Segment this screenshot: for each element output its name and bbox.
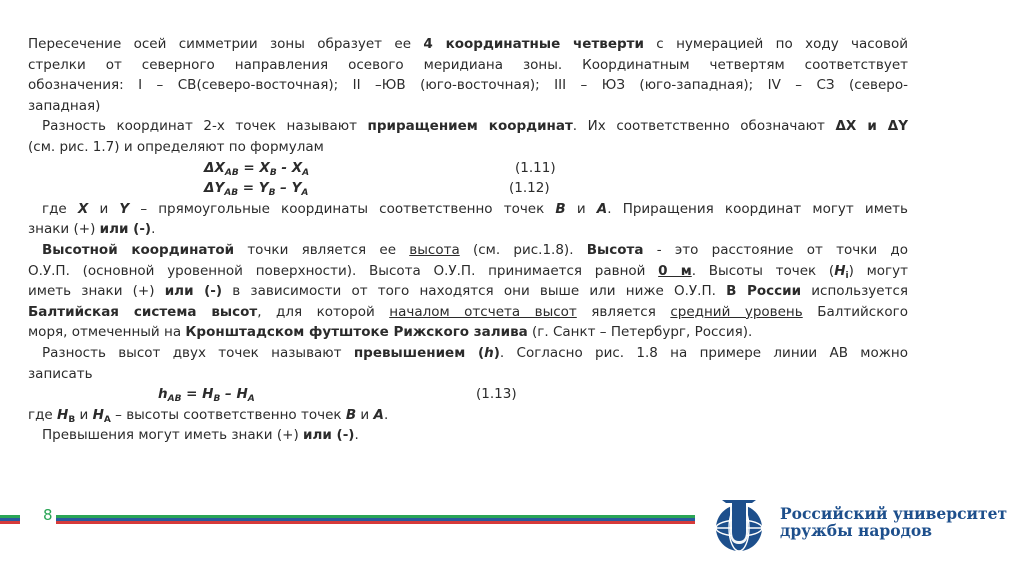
p6-line1: где $H_B$ и $H_A$ – высоты соответственно точек B и A. — [28, 406, 389, 425]
p1-line1: Пересечение осей симметрии зоны образует ее 4 координатные четверти с нумерацией по ходу часовой — [28, 36, 908, 52]
p1-line3: обозначения: I – СВ(северо-восточная); II –ЮВ (юго-восточная); III – ЮЗ (юго-западная); IV – СЗ (северо- — [28, 77, 908, 94]
formula-1-11: $\Delta X_{AB} = X_B - X_A$ (1.11) — [204, 159, 556, 178]
p2-line2: (см. рис. 1.7) и определяют по формулам — [28, 138, 324, 155]
p4-line5: моря, отмеченный на Кронштадском футштоке Рижского залива (г. Санкт – Петербург, Россия). — [28, 324, 753, 341]
university-name — [780, 505, 1007, 539]
footer-stripes — [0, 506, 695, 524]
p4-line3: иметь знаки (+) или (-) в зависимости от того находятся они выше или ниже О.У.П. В России используется — [28, 283, 909, 300]
university-logo-icon — [708, 492, 770, 558]
p3-line2: знаки (+) или (-). — [28, 221, 156, 238]
p1-line2: стрелки от северного направления осевого меридиана зоны. Координатным четвертям соответствует — [28, 56, 908, 73]
p4-line1: Высотной координатой точки является ее высота (см. рис.1.8). Высота - это расстояние от точки до — [42, 241, 909, 258]
p1-line4: западная) — [28, 97, 101, 114]
university-line1: Российский университет — [780, 504, 1008, 523]
p4-line2: О.У.П. (основной уровенной поверхности). Высота О.У.П. принимается равной 0 м. Высоты точек $(H_i)$ могут — [28, 262, 908, 281]
university-line2: дружбы народов — [780, 521, 933, 540]
red-stripe — [0, 521, 695, 524]
formula-number: (1.13) — [476, 386, 517, 403]
p4-line4: Балтийская система высот, для которой началом отсчета высот является средний уровень Балтийского — [28, 303, 908, 320]
formula-1-13: $h_{AB} = H_B - H_A$ (1.13) — [158, 386, 517, 405]
p2-line1: Разность координат 2-х точек называют приращением координат. Их соответственно обозначают ΔX и ΔY — [42, 118, 908, 135]
formula-1-12: $\Delta Y_{AB} = Y_B - Y_A$ (1.12) — [204, 180, 550, 199]
p5-line2: записать — [28, 365, 93, 382]
formula-number: (1.11) — [515, 159, 556, 176]
page-number: 8 — [43, 506, 53, 524]
p3-line1: где X и Y – прямоугольные координаты соответственно точек B и A. Приращения координат могут иметь — [42, 200, 909, 217]
p7-line1: Превышения могут иметь знаки (+) или (-). — [42, 427, 359, 444]
slide-body — [28, 34, 908, 446]
formula-number: (1.12) — [509, 180, 550, 197]
p5-line1: Разность высот двух точек называют превышением (h). Согласно рис. 1.8 на примере линии АВ можно — [42, 344, 908, 361]
